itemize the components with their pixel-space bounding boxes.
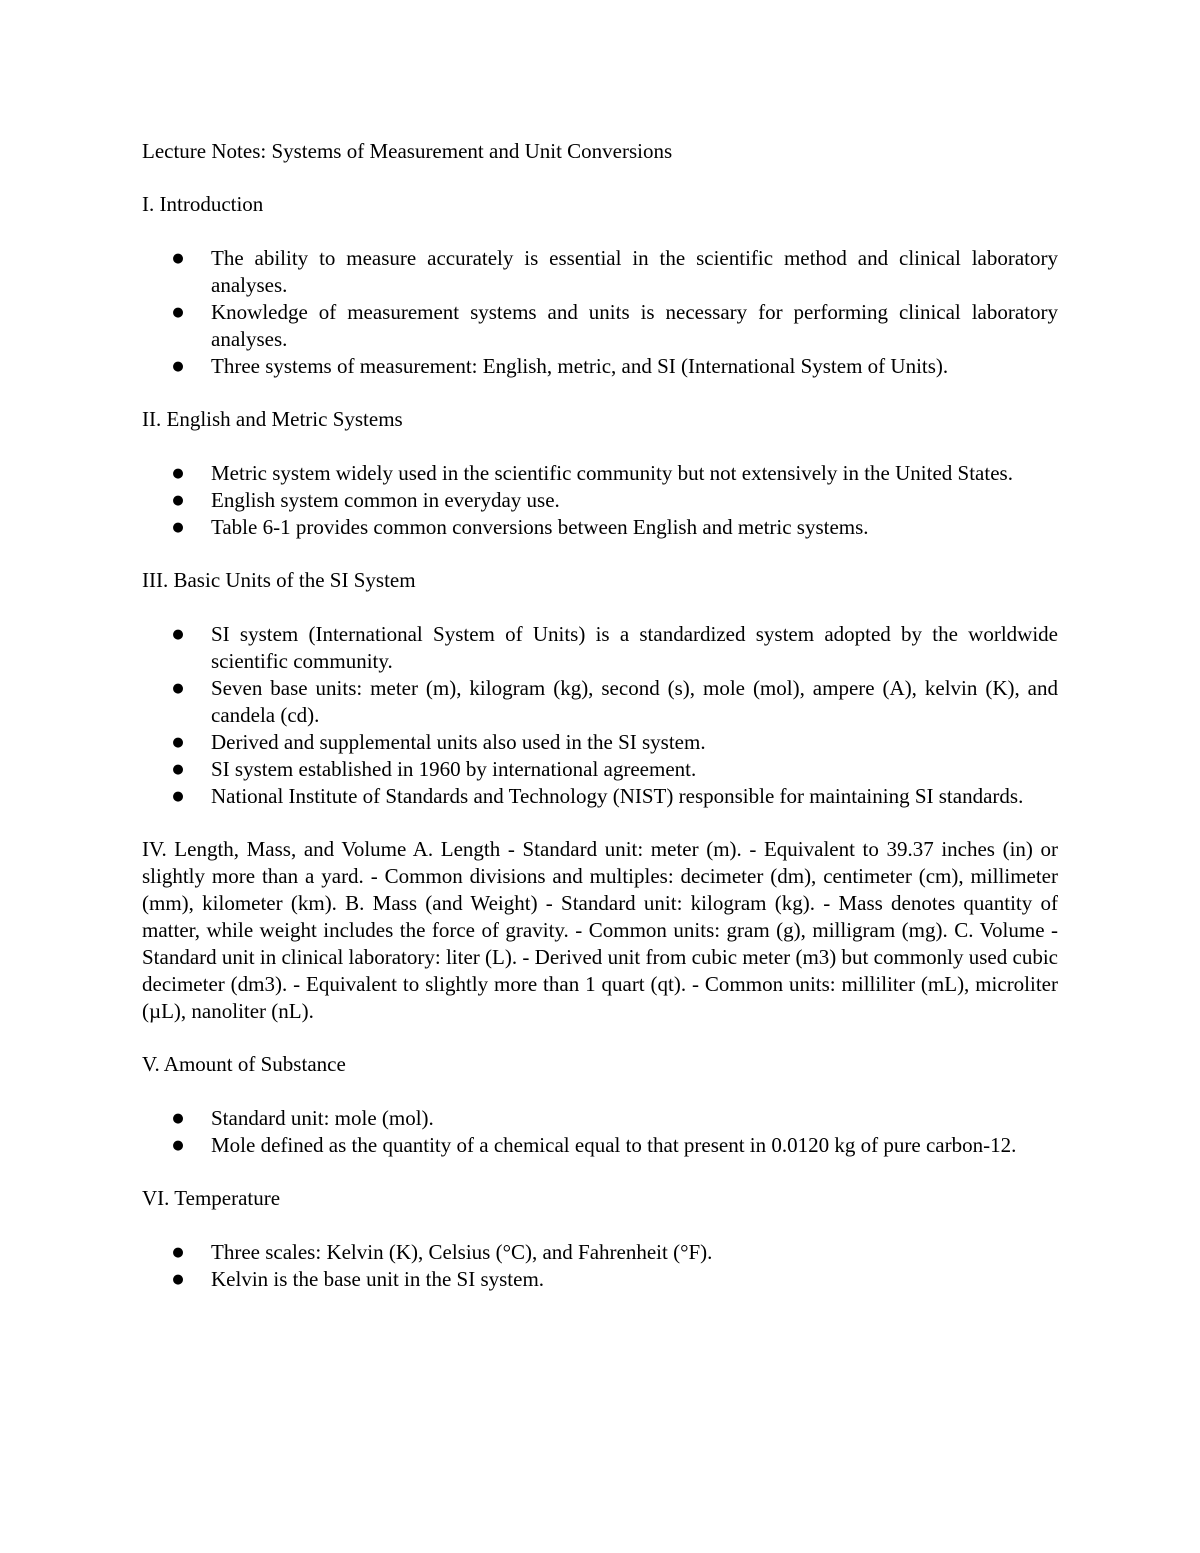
list-item: ● Metric system widely used in the scientific community but not extensively in the United States.	[172, 461, 1013, 485]
section-heading-introduction: I. Introduction	[142, 192, 264, 216]
list-item: ● Mole defined as the quantity of a chemical equal to that present in 0.0120 kg of pure carbon-12.	[172, 1133, 1017, 1157]
list-item: ● Table 6-1 provides common conversions between English and metric systems.	[172, 515, 869, 539]
list-item: ● Three systems of measurement: English, metric, and SI (International System of Units).	[172, 354, 949, 378]
list-item: ● Derived and supplemental units also used in the SI system.	[172, 730, 706, 754]
bullet-icon: ●	[172, 762, 184, 777]
list-item: ● SI system established in 1960 by international agreement.	[172, 757, 697, 781]
list-item: ● Standard unit: mole (mol).	[172, 1106, 434, 1130]
bullet-icon: ●	[172, 520, 184, 535]
document-title: Lecture Notes: Systems of Measurement and Unit Conversions	[142, 139, 673, 163]
list-item: ● SI system (International System of Units) is a standardized system adopted by the worldwide scientific community.	[172, 622, 1058, 673]
list-item: ● Seven base units: meter (m), kilogram (kg), second (s), mole (mol), ampere (A), kelvin (K), and candela (cd).	[172, 676, 1058, 727]
bullet-icon: ●	[172, 789, 184, 804]
bullet-icon: ●	[172, 627, 184, 642]
bullet-icon: ●	[172, 1138, 184, 1153]
bullet-icon: ●	[172, 493, 184, 508]
list-item: ● Three scales: Kelvin (K), Celsius (°C), and Fahrenheit (°F).	[172, 1240, 713, 1264]
section-heading-english-metric: II. English and Metric Systems	[142, 407, 403, 431]
bullet-icon: ●	[172, 466, 184, 481]
bullet-list-substance	[142, 1105, 1058, 1159]
list-item: ● Kelvin is the base unit in the SI system.	[172, 1267, 545, 1291]
section-heading-si-units: III. Basic Units of the SI System	[142, 568, 416, 592]
bullet-icon: ●	[172, 305, 184, 320]
bullet-icon: ●	[172, 1245, 184, 1260]
bullet-icon: ●	[172, 1111, 184, 1126]
section-paragraph-length-mass-volume: IV. Length, Mass, and Volume A. Length - Standard unit: meter (m). - Equivalent to 39.37 inches (in) or slightly more than a yard. - Common divisions and multiples: decimeter (dm), centimeter (cm), millimeter (mm), kilometer (km). B. Mass (and Weight) - Standard unit: kilogram (kg). - Mass denotes quantity of matter, while weight includes the force of gravity. - Common units: gram (g), milligram (mg). C. Volume - Standard unit in clinical laboratory: liter (L). - Derived unit from cubic meter (m3) but commonly used cubic decimeter (dm3). - Equivalent to slightly more than 1 quart (qt). - Common units: milliliter (mL), microliter (µL), nanoliter (nL).	[142, 837, 1058, 1023]
list-item: ● The ability to measure accurately is essential in the scientific method and clinical laboratory analyses.	[172, 246, 1058, 297]
document-page	[142, 138, 1058, 1293]
bullet-list-temperature	[142, 1239, 1058, 1293]
list-item: ● English system common in everyday use.	[172, 488, 560, 512]
list-item: ● Knowledge of measurement systems and units is necessary for performing clinical laboratory analyses.	[172, 300, 1058, 351]
section-heading-substance: V. Amount of Substance	[142, 1052, 346, 1076]
bullet-icon: ●	[172, 1272, 184, 1287]
section-heading-temperature: VI. Temperature	[142, 1186, 281, 1210]
bullet-icon: ●	[172, 251, 184, 266]
bullet-icon: ●	[172, 359, 184, 374]
bullet-icon: ●	[172, 681, 184, 696]
bullet-list-english-metric	[142, 460, 1058, 541]
bullet-list-introduction	[142, 245, 1058, 380]
bullet-list-si-units	[142, 621, 1058, 810]
list-item: ● National Institute of Standards and Technology (NIST) responsible for maintaining SI standards.	[172, 784, 1024, 808]
bullet-icon: ●	[172, 735, 184, 750]
